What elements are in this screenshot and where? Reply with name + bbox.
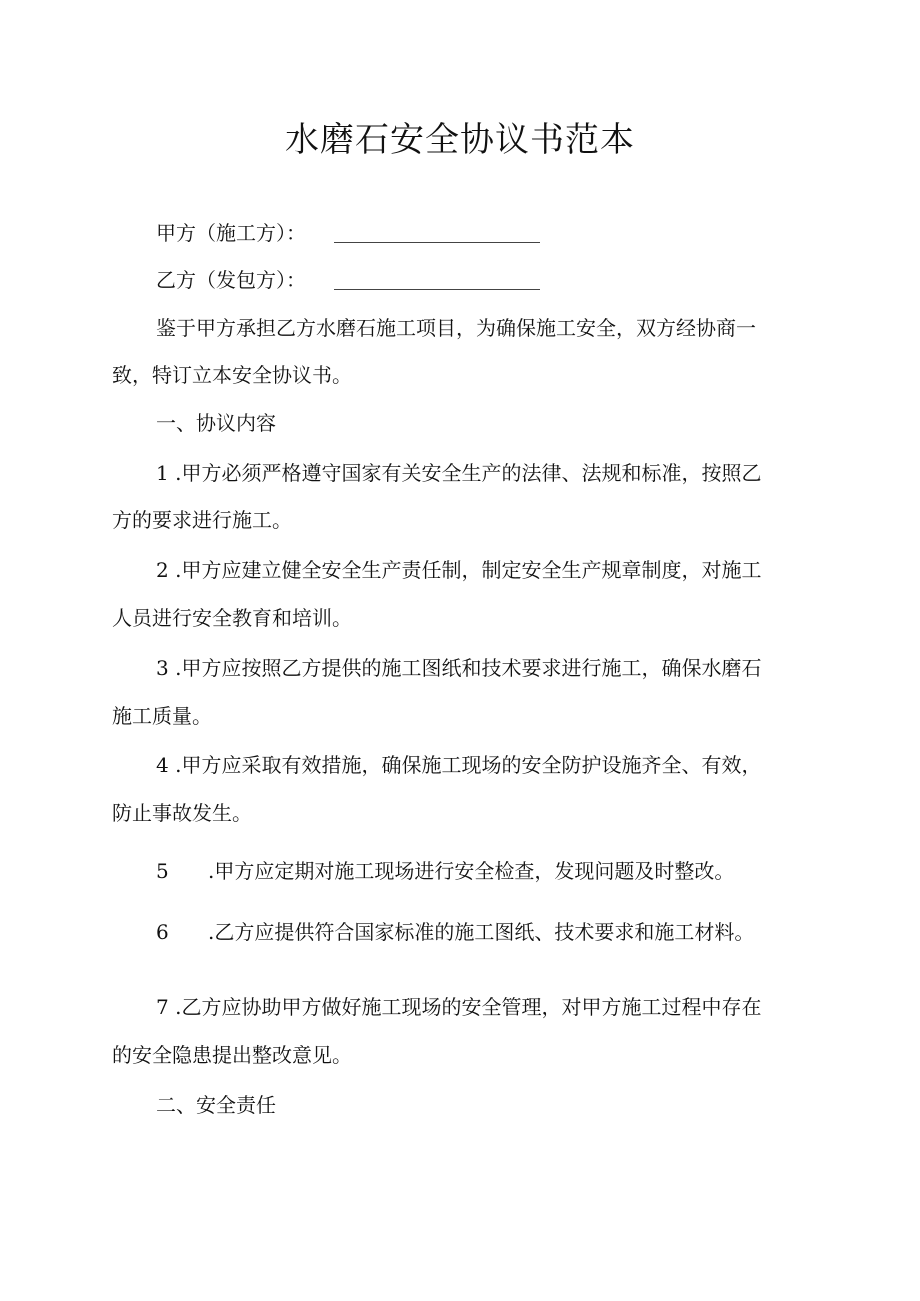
item-6-line [156, 917, 856, 947]
intro-line-2: 致，特订立本安全协议书。 [112, 363, 352, 387]
item-2-line-2: 人员进行安全教育和培训。 [112, 606, 352, 630]
item-1-line-1: 1 .甲方必须严格遵守国家有关安全生产的法律、法规和标准，按照乙 [156, 461, 762, 485]
party-b-line [156, 265, 856, 295]
party-b-label: 乙方（发包方）： [156, 268, 306, 292]
section-2-heading: 二、安全责任 [156, 1093, 276, 1117]
document-title: 水磨石安全协议书范本 [285, 120, 635, 160]
item-2-line-1: 2 .甲方应建立健全安全生产责任制，制定安全生产规章制度，对施工 [156, 558, 762, 582]
intro-line-1: 鉴于甲方承担乙方水磨石施工项目，为确保施工安全，双方经协商一 [156, 316, 756, 340]
item-5-line [156, 856, 856, 886]
item-4-line-1: 4 .甲方应采取有效措施，确保施工现场的安全防护设施齐全、有效， [156, 753, 762, 777]
item-4-line-2: 防止事故发生。 [112, 801, 252, 825]
section-1-heading: 一、协议内容 [156, 411, 276, 435]
item-5-text: .甲方应定期对施工现场进行安全检查，发现问题及时整改。 [208, 859, 735, 883]
party-a-label: 甲方（施工方）： [156, 221, 306, 245]
item-5-number: 5 [156, 859, 169, 883]
party-a-signature-blank [334, 242, 540, 243]
item-1-line-2: 方的要求进行施工。 [112, 508, 292, 532]
party-b-signature-blank [334, 289, 540, 290]
item-6-number: 6 [156, 920, 169, 944]
item-6-text: .乙方应提供符合国家标准的施工图纸、技术要求和施工材料。 [208, 920, 755, 944]
party-a-line [156, 218, 856, 248]
item-7-line-1: 7 .乙方应协助甲方做好施工现场的安全管理，对甲方施工过程中存在 [156, 995, 762, 1019]
item-3-line-1: 3 .甲方应按照乙方提供的施工图纸和技术要求进行施工，确保水磨石 [156, 656, 762, 680]
item-3-line-2: 施工质量。 [112, 704, 212, 728]
item-7-line-2: 的安全隐患提出整改意见。 [112, 1043, 352, 1067]
